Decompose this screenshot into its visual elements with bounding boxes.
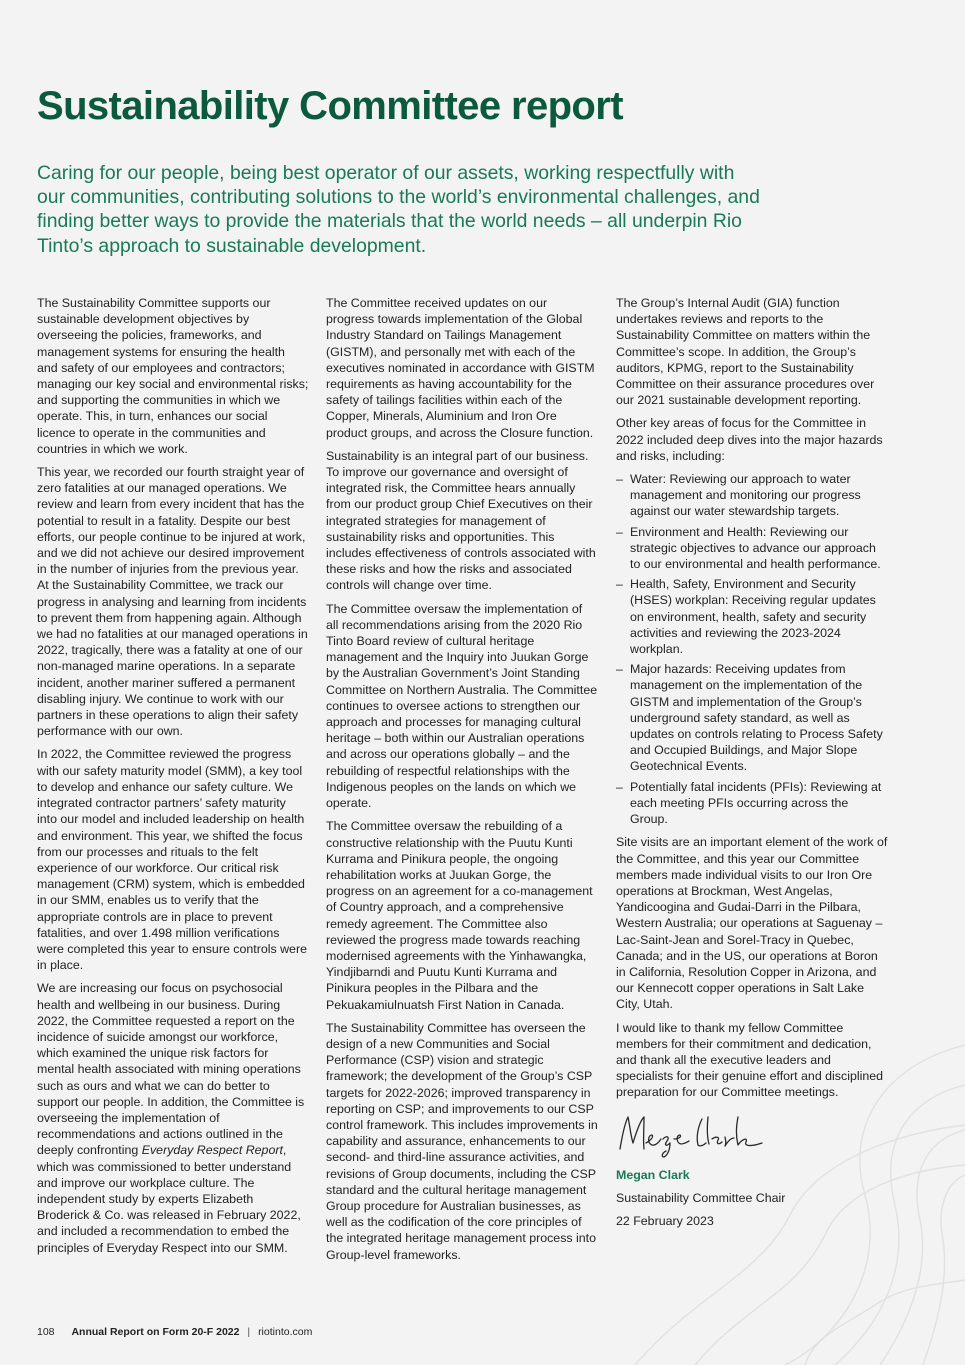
body-paragraph: I would like to thank my fellow Committee members for their commitment and dedication, and thank all the executive leaders and specialists for their genuine effort and disciplined preparation for our Committee meetings. [616,1020,884,1100]
page-number: 108 [37,1326,55,1338]
paragraph-text: , which was commissioned to better understand and improve our workplace culture. The independent study by experts Elizabeth Broderick & Co. was released in February 2022, and included a recommendation to embed the principles of Everyday Respect into our SMM. [37,1143,301,1255]
body-paragraph: Site visits are an important element of the work of the Committee, and this year our Committee members made individual visits to our Iron Ore operations at Brockman, West Angelas, Yandicoogina and Gudai-Darri in the Pilbara, Western Australia; our operations at Saguenay – Lac-Saint-Jean and Sorel-Tracy in Quebec, Canada; and in the US, our operations at Boron in California, Resolution Copper in Arizona, and our Kennecott copper operations in Salt Lake City, Utah. [616,835,888,1012]
body-paragraph: The Sustainability Committee has overseen the design of a new Communities and Social Performance (CSP) vision and strategic framework; the development of the Group’s CSP targets for 2022-2026; improved transparency in reporting on CSP; and improvements to our CSP control framework. This includes improvements in capability and assurance, enhancements to our second- and third-line assurance activities, and revisions of Group documents, including the CSP standard and the cultural heritage management Group procedure for Australian businesses, as well as the codification of the core principles of the integrated heritage management process into Group-level frameworks. [326,1020,598,1262]
page-title: Sustainability Committee report [37,84,623,128]
paragraph-text: We are increasing our focus on psychosocial health and wellbeing in our business. During 2022, the Committee requested a report on the incidence of suicide amongst our workforce, which examined the unique risk factors for mental health associated with mining operations such as ours and what we can do better to support our people. In addition, the Committee is overseeing the implementation of recommendations and actions outlined in the deeply confronting [37,981,305,1158]
body-paragraph: The Group’s Internal Audit (GIA) function undertakes reviews and reports to the Sustainability Committee on matters within the Committee’s scope. In addition, the Group’s auditors, KPMG, report to the Sustainability Committee on their assurance procedures over our 2021 sustainable development reporting. [616,296,875,408]
body-paragraph: This year, we recorded our fourth straight year of zero fatalities at our managed operations. We review and learn from every incident that has the potential to result in a fatality. Despite our best efforts, our people continue to be injured at work, and we did not achieve our desired improvement in the number of injuries from the previous year. At the Sustainability Committee, we track our progress in analysing and learning from incidents to prevent them from happening again. Although we had no fatalities at our managed operations in 2022, tragically, there was a fatality at one of our non-managed marine operations. In a separate incident, another mariner suffered a permanent disabling injury. We continue to work with our partners in these operations to align their safety performance with our own. [37,465,308,739]
website-link[interactable]: riotinto.com [258,1326,313,1338]
text-column-3 [616,295,888,1236]
document-name: Annual Report on Form 20-F 2022 [71,1326,240,1338]
body-paragraph: The Committee oversaw the rebuilding of a constructive relationship with the Puutu Kunti Kurrama and Pinikura people, the ongoing rehabilitation works at Juukan Gorge, the progress on an agreement for a co-management of Country approach, and a comprehensive remedy agreement. The Committee also reviewed the progress made towards reaching modernised agreements with the Yinhawangka, Yindjibarndi and Puutu Kunti Kurrama and Pinikura peoples in the Pilbara and the Pekuakamiulnuatsh First Nation in Canada. [326,819,593,1012]
body-paragraph: Other key areas of focus for the Committee in 2022 included deep dives into the major hazards and risks, including: [616,416,883,463]
body-paragraph: Sustainability is an integral part of our business. To improve our governance and oversight of integrated risk, the Committee hears annually from our product group Chief Executives on their integrated strategies for management of sustainability risks and opportunities. This includes effectiveness of controls associated with these risks and how the risks and associated controls will change over time. [326,448,596,593]
list-item: – Major hazards: Receiving updates from management on the implementation of the GISTM and implementation of the Group’s underground safety standard, as well as updates on controls relating to Process Safety and Occupied Buildings, and Major Slope Geotechnical Events. [616,661,888,774]
handwritten-signature [612,1109,772,1159]
body-paragraph: The Sustainability Committee supports our sustainable development objectives by overseeing the policies, frameworks, and management systems for ensuring the health and safety of our employees and contractors; managing our key social and environmental risks; and supporting the communities in which we operate. This, in turn, enhances our social licence to operate in the communities and countries in which we work. [37,296,309,456]
footer-separator: | [247,1326,251,1338]
text-column-1 [37,295,309,1263]
text-column-2 [326,295,598,1270]
focus-areas-list [616,471,888,827]
list-item: – Environment and Health: Reviewing our strategic objectives to advance our approach to our environmental and health performance. [616,524,888,573]
signatory-name: Megan Clark [616,1167,690,1182]
list-item: – Potentially fatal incidents (PFIs): Reviewing at each meeting PFIs occurring across the Group. [616,779,888,828]
signatory-role: Sustainability Committee Chair [616,1190,786,1205]
list-item: – Water: Reviewing our approach to water management and monitoring our progress against our water stewardship targets. [616,471,888,520]
report-date: 22 February 2023 [616,1213,714,1228]
body-paragraph: In 2022, the Committee reviewed the progress with our safety maturity model (SMM), a key tool to develop and enhance our safety culture. We integrated contractor partners’ safety maturity into our model and included leadership on health and environment. This year, we shifted the focus from our processes and rituals to the felt experience of our workforce. Our critical risk management (CRM) system, which is embedded in our SMM, enables us to verify that the appropriate controls are in place to prevent fatalities, and over 1.498 million verifications were completed this year to ensure controls were in place. [37,747,307,973]
list-item: – Health, Safety, Environment and Security (HSES) workplan: Receiving regular updates on environment, health, safety and security activities and reviewing the 2023-2024 workplan. [616,576,888,657]
page-footer [37,1326,312,1338]
body-paragraph: The Committee oversaw the implementation of all recommendations arising from the 2020 Rio Tinto Board review of cultural heritage management and the Inquiry into Juukan Gorge by the Australian Government’s Joint Standing Committee on Northern Australia. The Committee continues to oversee actions to strengthen our approach and processes for managing cultural heritage – both within our Australian operations and across our operations globally – and the rebuilding of respectful relationships with the Indigenous peoples on the lands on which we operate. [326,601,598,811]
report-title-emphasis: Everyday Respect Report [141,1143,283,1158]
body-paragraph: The Committee received updates on our progress towards implementation of the Global Industry Standard on Tailings Management (GISTM), and personally met with each of the executives nominated in accordance with GISTM requirements as having accountability for the safety of tailings facilities within each of the Copper, Minerals, Aluminium and Iron Ore product groups, and across the Closure function. [326,296,595,440]
intro-statement: Caring for our people, being best operator of our assets, working respectfully with our communities, contributing solutions to the world’s environmental challenges, and finding better ways to provide the materials that the world needs – all underpin Rio Tinto’s approach to sustainable development. [37,162,760,257]
body-paragraph-everyday-respect [37,980,309,1255]
